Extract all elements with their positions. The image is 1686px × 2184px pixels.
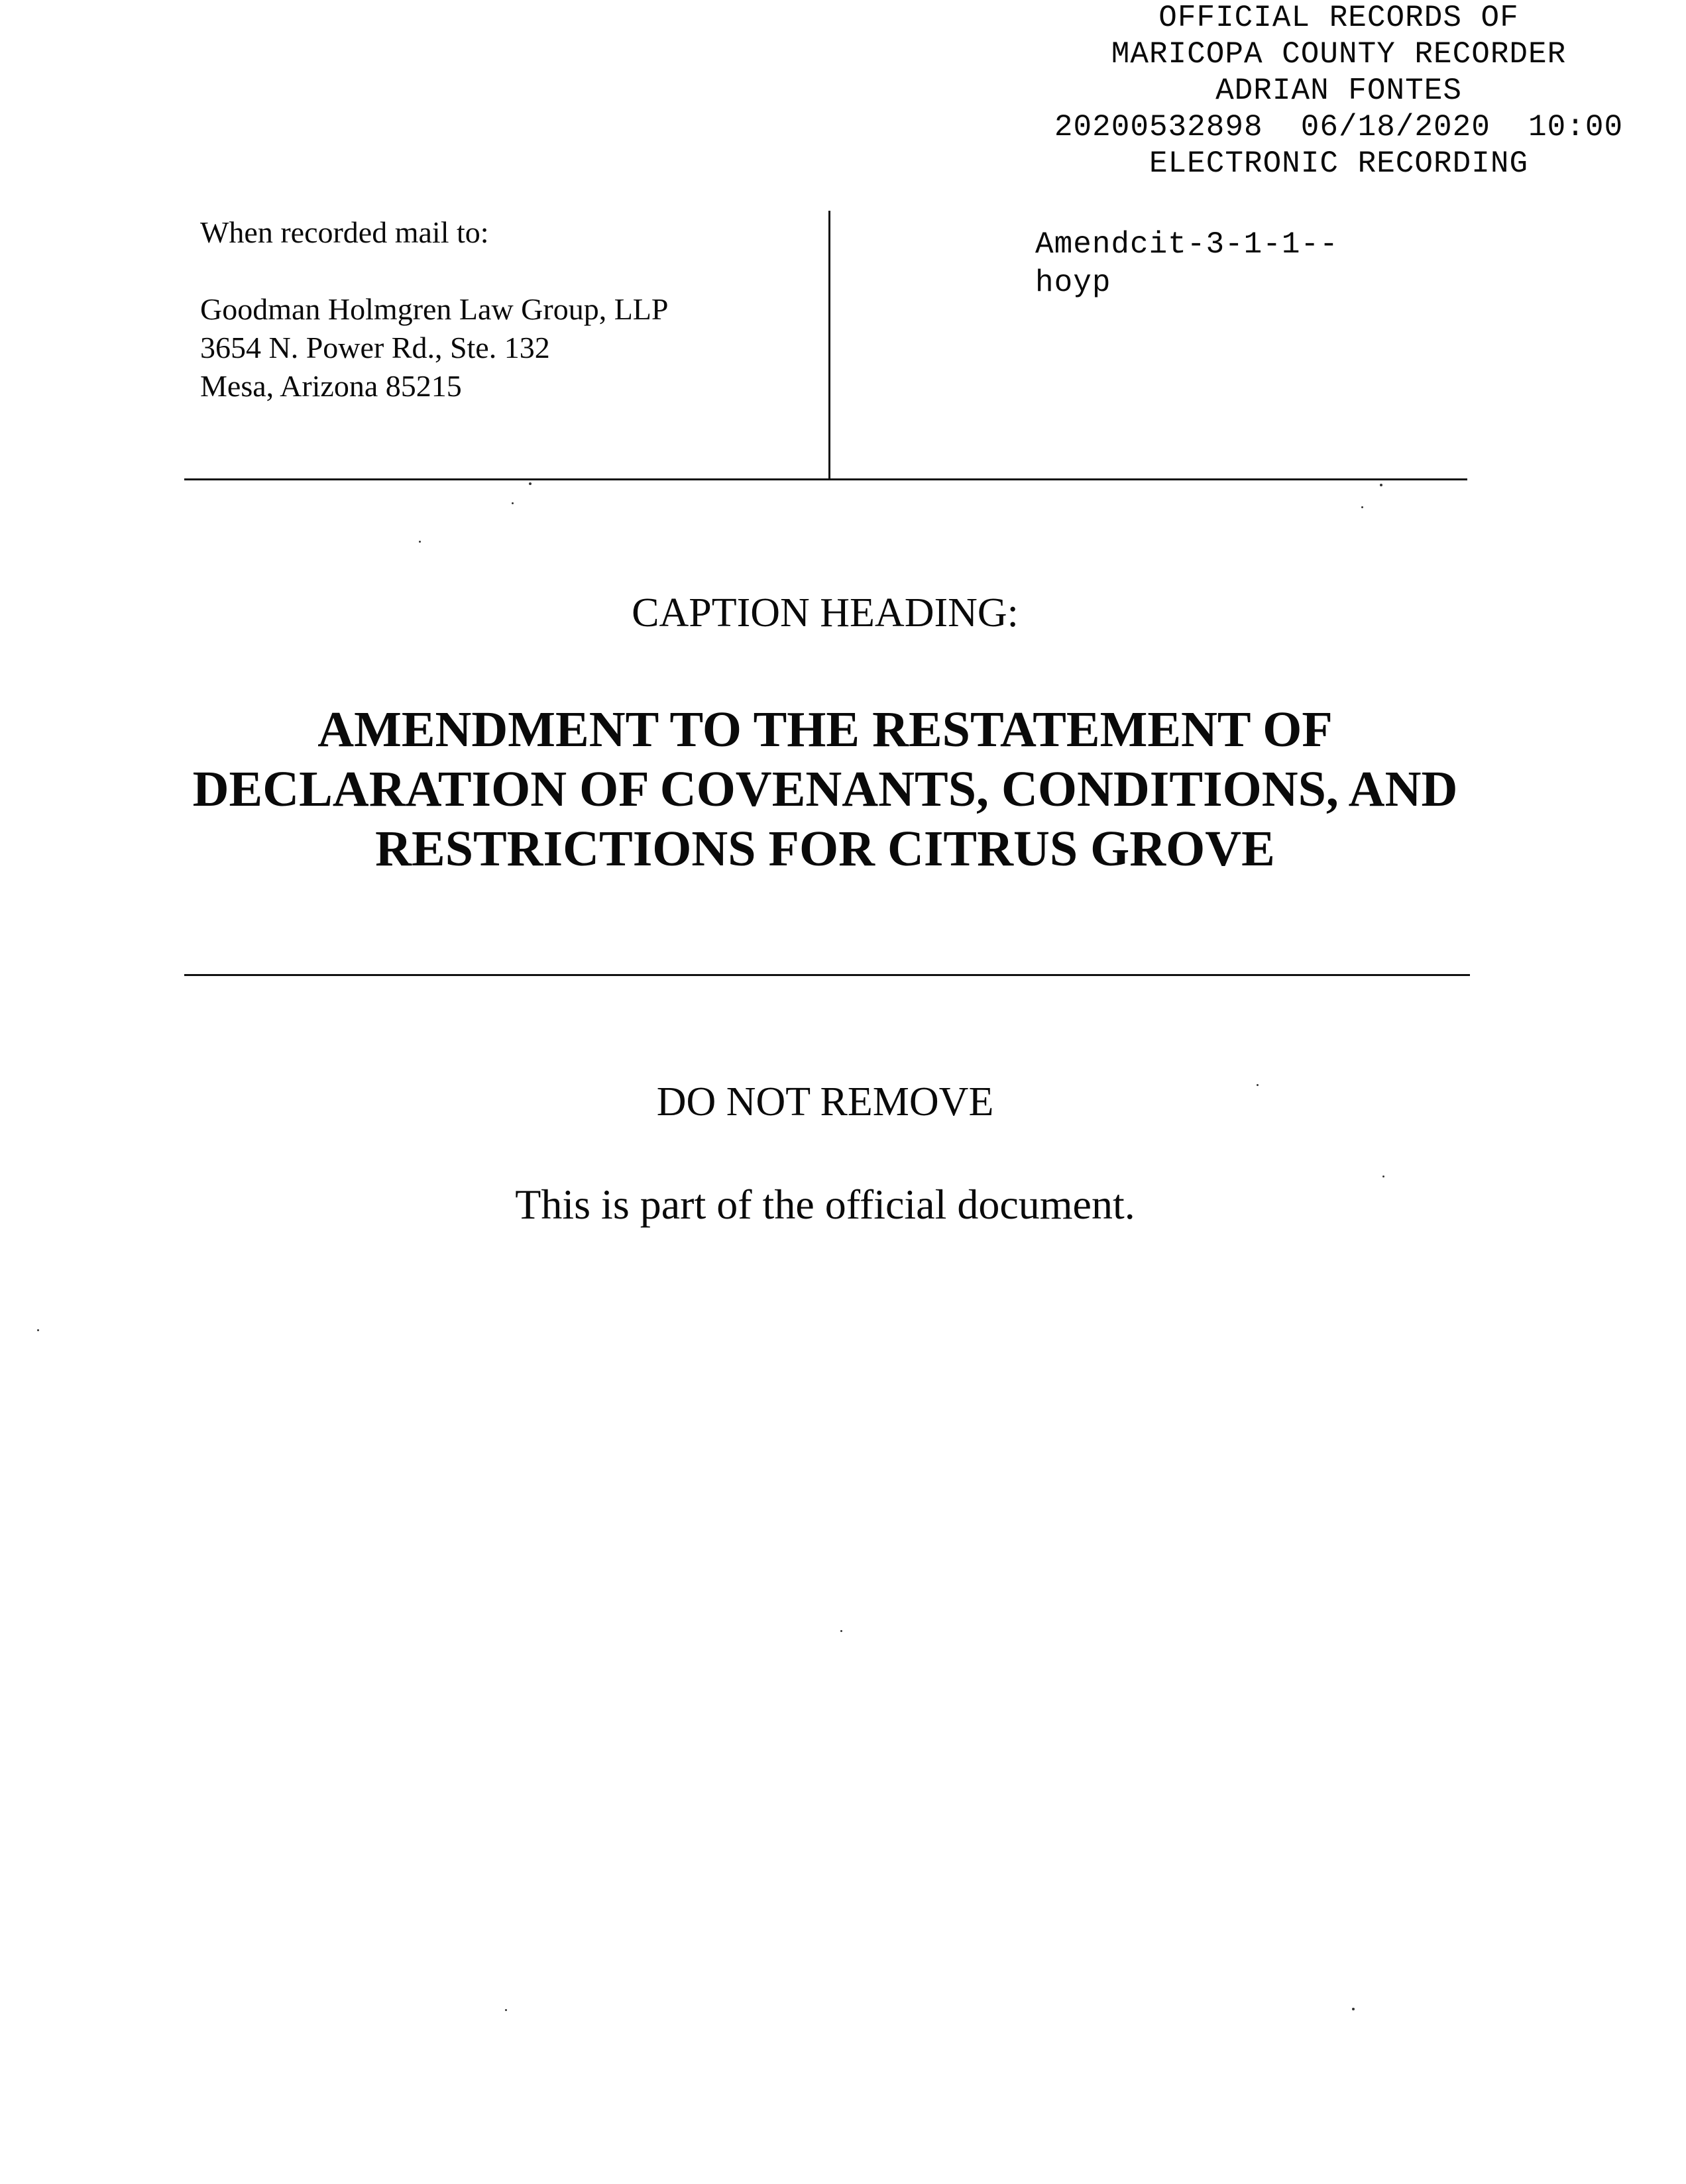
mail-to-heading: When recorded mail to: bbox=[200, 215, 489, 249]
stamp-line: MARICOPA COUNTY RECORDER bbox=[1111, 37, 1567, 72]
document-title-line: DECLARATION OF COVENANTS, CONDITIONS, AND bbox=[192, 761, 1458, 817]
caption-bottom-rule bbox=[184, 974, 1470, 976]
mail-to-address-line: Mesa, Arizona 85215 bbox=[200, 369, 462, 403]
scan-speck bbox=[529, 482, 532, 485]
document-code-line: Amendcit-3-1-1-- bbox=[1035, 227, 1339, 262]
stamp-line: ELECTRONIC RECORDING bbox=[1149, 146, 1529, 181]
scan-speck bbox=[505, 2009, 507, 2011]
scan-speck bbox=[1361, 506, 1363, 508]
do-not-remove-notice: DO NOT REMOVE bbox=[656, 1079, 994, 1124]
mail-to-address-line: Goodman Holmgren Law Group, LLP bbox=[200, 292, 669, 326]
stamp-recording-number-date-time: 20200532898 06/18/2020 10:00 bbox=[1054, 110, 1624, 144]
scan-speck bbox=[840, 1630, 842, 1632]
stamp-line: OFFICIAL RECORDS OF bbox=[1158, 1, 1519, 35]
mail-to-block bbox=[200, 213, 669, 406]
header-vertical-divider bbox=[828, 211, 830, 480]
stamp-line: ADRIAN FONTES bbox=[1215, 74, 1462, 108]
caption-heading: CAPTION HEADING: bbox=[632, 590, 1019, 635]
official-document-note: This is part of the official document. bbox=[515, 1181, 1135, 1228]
scan-speck bbox=[419, 541, 421, 543]
document-title-line: AMENDMENT TO THE RESTATEMENT OF bbox=[317, 702, 1333, 757]
document-code bbox=[1035, 225, 1339, 302]
document-code-line: hoyp bbox=[1035, 266, 1111, 300]
scan-speck bbox=[512, 502, 514, 504]
mail-to-address-line: 3654 N. Power Rd., Ste. 132 bbox=[200, 331, 550, 364]
document-title-line: RESTRICTIONS FOR CITRUS GROVE bbox=[375, 821, 1275, 877]
scan-speck bbox=[1352, 2008, 1355, 2010]
scan-speck bbox=[1257, 1084, 1259, 1086]
scan-speck bbox=[1380, 484, 1382, 486]
scan-speck bbox=[37, 1329, 39, 1331]
recorder-stamp bbox=[1014, 0, 1663, 182]
scan-speck bbox=[1382, 1175, 1384, 1177]
header-bottom-rule bbox=[184, 478, 1467, 480]
document-title bbox=[0, 700, 1650, 879]
